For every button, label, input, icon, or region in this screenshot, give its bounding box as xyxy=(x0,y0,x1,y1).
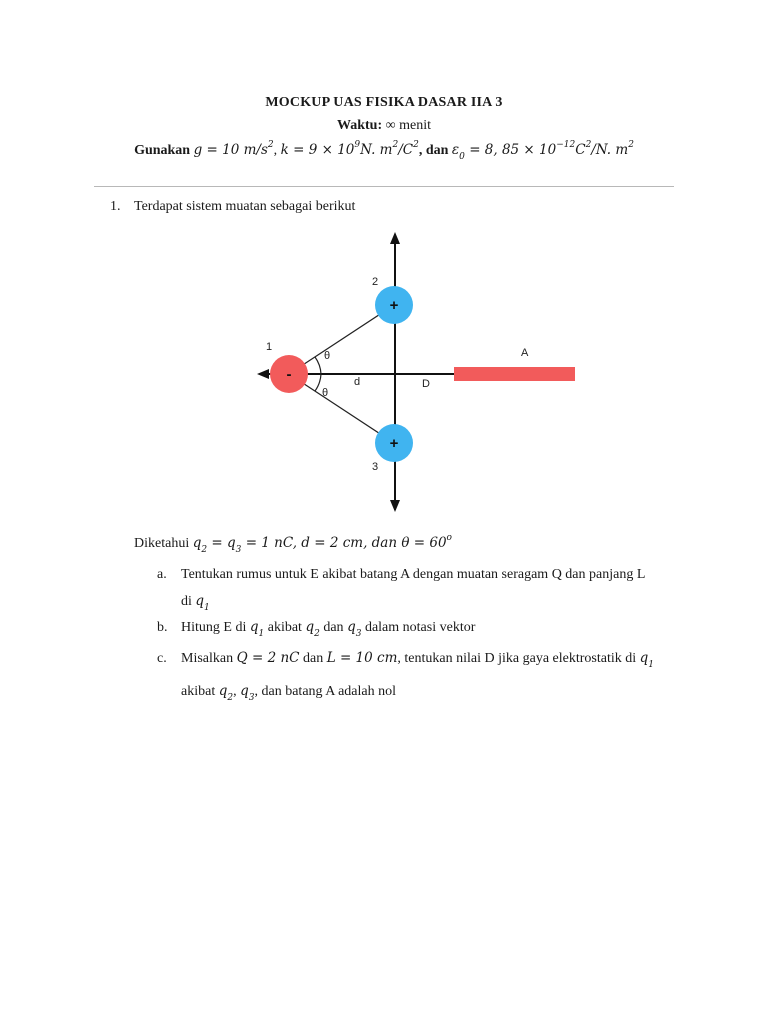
horizontal-axis-arrow-left xyxy=(257,369,269,379)
subquestion-c-text: Misalkan Q = 2 nC dan L = 10 cm, tentukan nilai D jika gaya elektrostatik di $q_1$ akibat $q_2$, $q_3$, dan batang A adalah nol xyxy=(181,650,655,703)
subquestion-b-letter: b. xyxy=(157,620,168,635)
theta-arc-top xyxy=(315,357,321,374)
charge-3-sign: + xyxy=(389,435,399,452)
label-theta-bottom: θ xyxy=(322,387,329,399)
label-distance-d: d xyxy=(354,376,361,388)
charge-1-sign: - xyxy=(286,366,292,383)
coulomb-constant: $k = 9 \times 10^9N$. $m^2/C^2$ xyxy=(280,140,419,158)
question-number: 1. xyxy=(110,199,121,214)
label-theta-top: θ xyxy=(324,350,331,362)
page-title: MOCKUP UAS FISIKA DASAR IIA 3 xyxy=(265,95,503,110)
vertical-axis-arrow-down xyxy=(390,500,400,512)
gravity-constant: g = 10 $m/s^2$ xyxy=(193,140,274,158)
label-charge-3: 3 xyxy=(372,461,379,473)
subquestion-a-letter: a. xyxy=(157,567,167,582)
duration-value: ∞ menit xyxy=(385,118,431,133)
constants-conjunction: , dan xyxy=(418,143,449,158)
subquestion-a-text: Tentukan rumus untuk E akibat batang A dengan muatan seragam Q dan panjang L di $q_1$ xyxy=(181,567,646,613)
given-values: Diketahui $q_2 = q_3 = 1$ nC, d = 2 cm, dan $\theta = 60^o$ xyxy=(134,533,452,555)
label-rod-a: A xyxy=(521,347,529,359)
vertical-axis-arrow-up xyxy=(390,232,400,244)
theta-arc-bottom xyxy=(315,374,321,391)
subquestion-b-text: Hitung E di $q_1$ akibat $q_2$ dan $q_3$ dalam notasi vektor xyxy=(181,619,476,639)
label-distance-D: D xyxy=(422,378,430,390)
subquestion-c-letter: c. xyxy=(157,651,167,666)
constants-line: Gunakan g = 10 $m/s^2$, $k = 9 \times 10^9N$. $m^2/C^2$, dan $\varepsilon_0 = 8$, $85 \times 10^{-12}C^2/N$. $m^2$ xyxy=(134,140,634,162)
label-charge-1: 1 xyxy=(266,341,273,353)
charged-rod-a xyxy=(454,367,575,381)
duration-label: Waktu: xyxy=(337,118,383,133)
constants-lead: Gunakan xyxy=(134,143,191,158)
label-charge-2: 2 xyxy=(372,276,379,288)
permittivity-constant: $\varepsilon_0 = 8$, $85 \times 10^{-12}C^2/N$. $m^2$ xyxy=(451,140,634,162)
question-intro: Terdapat sistem muatan sebagai berikut xyxy=(134,199,356,214)
charge-2-sign: + xyxy=(389,297,399,314)
